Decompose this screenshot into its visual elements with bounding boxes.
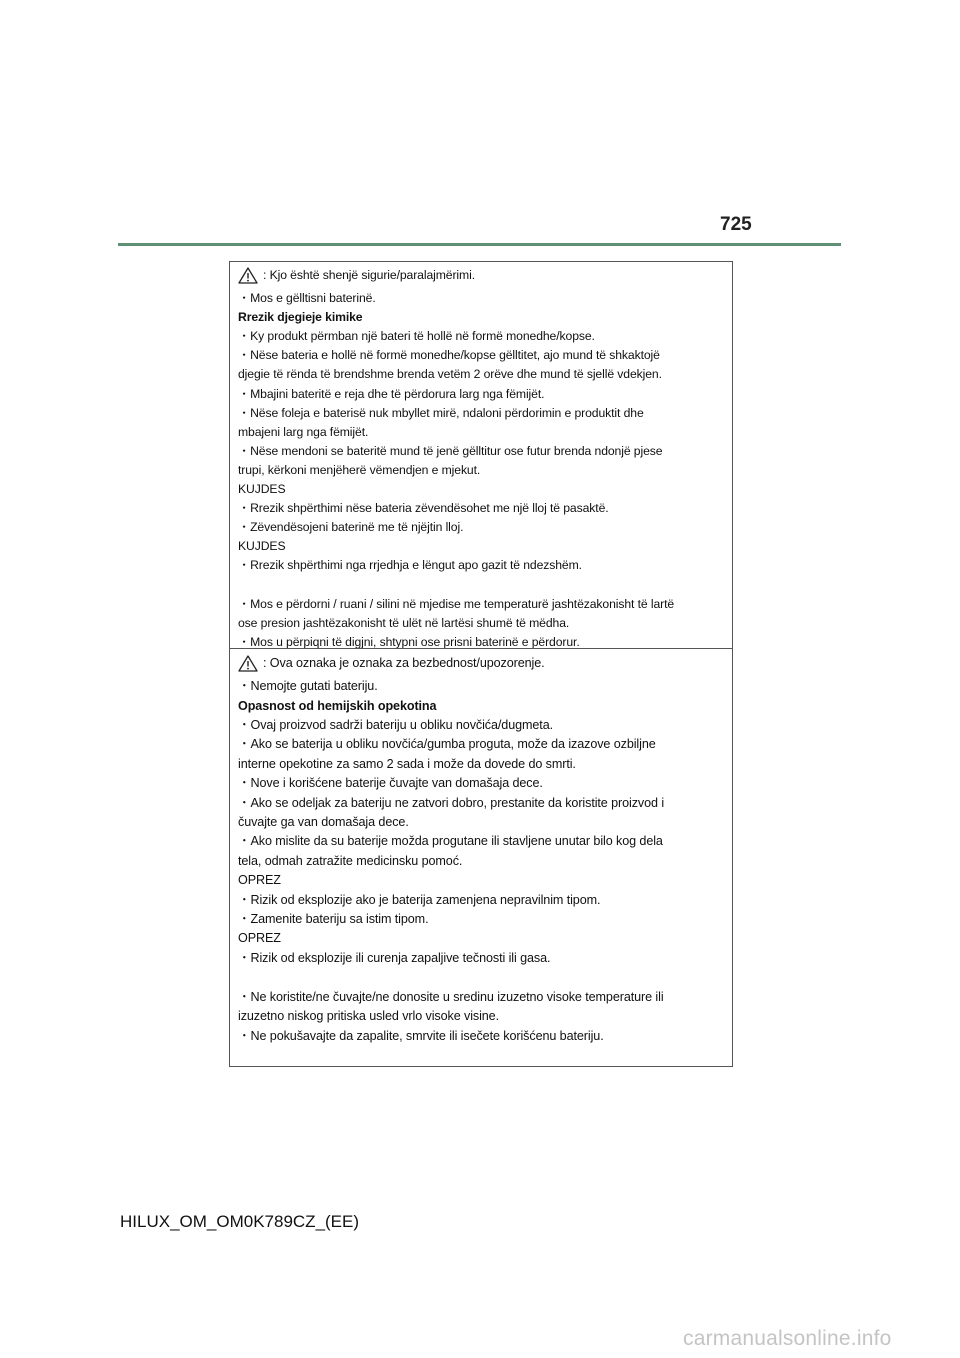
- text-line: ・Rizik od eksplozije ili curenja zapaljive tečnosti ili gasa.: [238, 950, 551, 965]
- text-line: ・Rizik od eksplozije ako je baterija zamenjena nepravilnim tipom.: [238, 892, 601, 907]
- text-line: djegie të rënda të brendshme brenda vetëm 2 orëve dhe mund të sjellë vdekjen.: [238, 367, 662, 382]
- section-albanian: [238, 266, 726, 652]
- section-heading: Opasnost od hemijskih opekotina: [238, 698, 437, 713]
- text-line: KUJDES: [238, 539, 286, 554]
- text-line: izuzetno niskog pritiska usled vrlo visoke visine.: [238, 1009, 499, 1024]
- text-line: ・Mos e gëlltisni baterinë.: [238, 291, 376, 306]
- text-line: ・Ky produkt përmban një bateri të hollë në formë monedhe/kopse.: [238, 329, 595, 344]
- text-line: ・Nëse foleja e baterisë nuk mbyllet mirë, ndaloni përdorimin e produktit dhe: [238, 405, 644, 420]
- text-line: ・Zëvendësojeni baterinë me të njëjtin lloj.: [238, 520, 464, 535]
- header-rule: [118, 243, 841, 246]
- text-line: OPREZ: [238, 931, 281, 946]
- text-line: ・Ako mislite da su baterije možda progutane ili stavljene unutar bilo kog dela: [238, 834, 663, 849]
- text-line: ・Nemojte gutati bateriju.: [238, 679, 378, 694]
- text-line: ・Ne koristite/ne čuvajte/ne donosite u sredinu izuzetno visoke temperature ili: [238, 989, 664, 1004]
- warning-triangle-icon: [238, 267, 258, 284]
- document-code: HILUX_OM_OM0K789CZ_(EE): [120, 1212, 360, 1231]
- warning-line: [238, 266, 475, 285]
- warning-label: : Kjo është shenjë sigurie/paralajmërimi.: [263, 268, 475, 282]
- text-line: ・Ako se odeljak za bateriju ne zatvori dobro, prestanite da koristite proizvod i: [238, 795, 665, 810]
- text-line: ・Nëse mendoni se bateritë mund të jenë gëlltitur ose futur brenda ndonjë pjese: [238, 443, 663, 458]
- text-line: KUJDES: [238, 481, 286, 496]
- warning-line: [238, 654, 545, 673]
- text-line: ・Mos u përpiqni të digjni, shtypni ose prisni baterinë e përdorur.: [238, 634, 580, 649]
- text-line: ・Rrezik shpërthimi nëse bateria zëvendësohet me një lloj të pasaktë.: [238, 501, 609, 516]
- text-line: ・Nëse bateria e hollë në formë monedhe/kopse gëlltitet, ajo mund të shkaktojë: [238, 348, 660, 363]
- text-line: ose presion jashtëzakonisht të ulët në lartësi shumë të mëdha.: [238, 615, 570, 630]
- warning-label: : Ova oznaka je oznaka za bezbednost/upozorenje.: [263, 656, 545, 670]
- text-line: ・Ne pokušavajte da zapalite, smrvite ili isečete korišćenu bateriju.: [238, 1028, 604, 1043]
- text-line: OPREZ: [238, 873, 281, 888]
- section-divider: [230, 648, 732, 649]
- watermark: carmanualsonline.info: [683, 1327, 892, 1350]
- text-line: mbajeni larg nga fëmijët.: [238, 424, 369, 439]
- text-line: čuvajte ga van domašaja dece.: [238, 815, 409, 830]
- text-line: ・Rrezik shpërthimi nga rrjedhja e lëngut apo gazit të ndezshëm.: [238, 558, 582, 573]
- section-serbian: [238, 654, 726, 1046]
- text-line: ・Ako se baterija u obliku novčića/gumba proguta, može da izazove ozbiljne: [238, 737, 656, 752]
- section-heading: Rrezik djegieje kimike: [238, 310, 363, 325]
- text-line: trupi, kërkoni menjëherë vëmendjen e mjekut.: [238, 462, 481, 477]
- text-line: [238, 968, 726, 987]
- battery-warning-box: [229, 261, 733, 1067]
- text-line: ・Mbajini bateritë e reja dhe të përdorura larg nga fëmijët.: [238, 386, 545, 401]
- text-line: ・Mos e përdorni / ruani / silini në mjedise me temperaturë jashtëzakonisht të lartë: [238, 596, 675, 611]
- text-line: ・Nove i korišćene baterije čuvajte van domašaja dece.: [238, 776, 543, 791]
- text-line: ・Zamenite bateriju sa istim tipom.: [238, 912, 429, 927]
- text-line: [238, 575, 726, 594]
- text-line: tela, odmah zatražite medicinsku pomoć.: [238, 853, 463, 868]
- page-number: 725: [720, 214, 752, 235]
- text-line: interne opekotine za samo 2 sada i može da dovede do smrti.: [238, 756, 576, 771]
- text-line: ・Ovaj proizvod sadrži bateriju u obliku novčića/dugmeta.: [238, 718, 553, 733]
- warning-triangle-icon: [238, 655, 258, 672]
